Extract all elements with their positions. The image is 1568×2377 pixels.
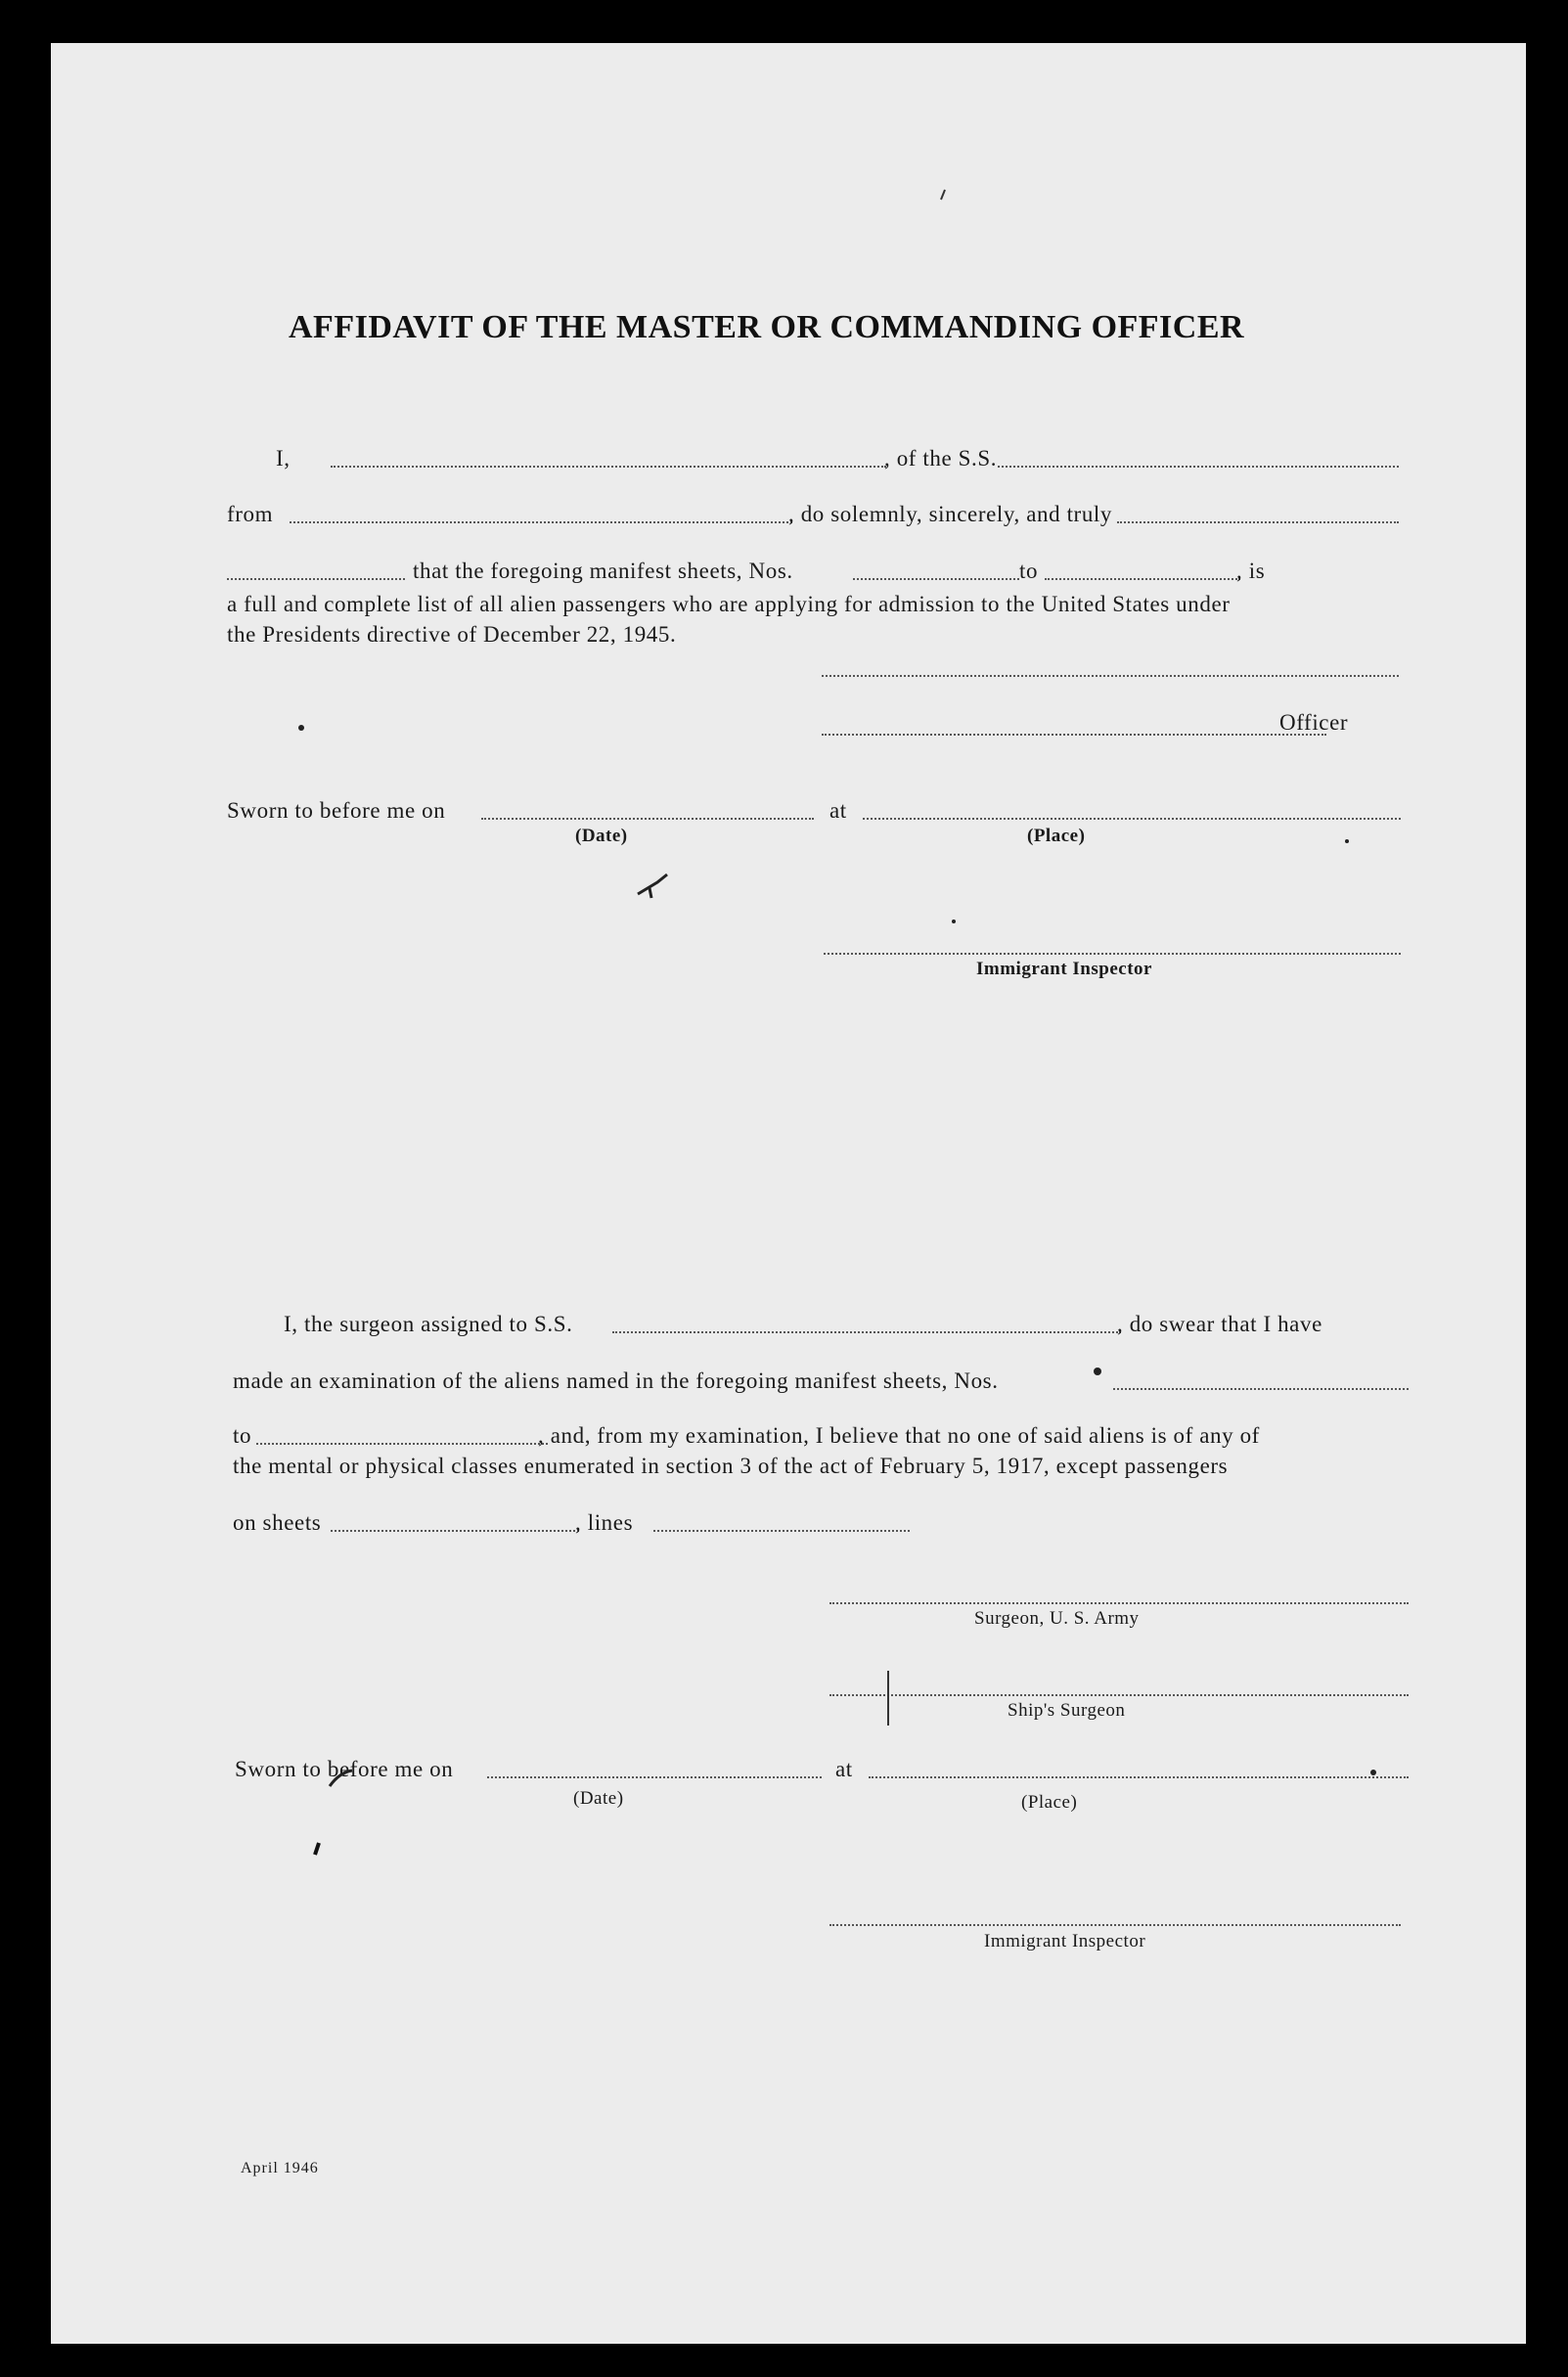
at-text: at xyxy=(829,798,847,823)
i-prefix: I, xyxy=(276,446,291,471)
lines-text: , lines xyxy=(575,1510,634,1535)
speck xyxy=(952,919,956,923)
speck xyxy=(1094,1368,1101,1375)
immigrant-inspector-label: Immigrant Inspector xyxy=(976,959,1152,979)
full-list-text: a full and complete list of all alien passengers who are applying for admission to the United States under xyxy=(227,592,1231,616)
ink-tick xyxy=(941,190,945,200)
on-sheets-text: on sheets xyxy=(233,1510,322,1535)
surgeon-to-text: to xyxy=(233,1423,252,1448)
ink-mark xyxy=(638,875,667,898)
from-text: from xyxy=(227,502,274,526)
classes-text: the mental or physical classes enumerated in section 3 of the act of February 5, 1917, except passengers xyxy=(233,1454,1229,1478)
speck xyxy=(1345,839,1349,843)
examination-belief-text: , and, from my examination, I believe that no one of said aliens is of any of xyxy=(538,1423,1260,1448)
date-label: (Date) xyxy=(575,826,628,846)
form-title: AFFIDAVIT OF THE MASTER OR COMMANDING OFFICER xyxy=(289,309,1245,345)
that-foregoing-text: that the foregoing manifest sheets, Nos. xyxy=(413,559,793,583)
sworn-before-text: Sworn to before me on xyxy=(227,798,446,823)
to-text: to xyxy=(1019,559,1039,583)
surgeon-immigrant-inspector-label: Immigrant Inspector xyxy=(984,1931,1146,1951)
ink-dash xyxy=(315,1843,319,1855)
surgeon-place-label: (Place) xyxy=(1021,1792,1078,1813)
place-label: (Place) xyxy=(1027,826,1086,846)
of-the-ss-text: , of the S.S. xyxy=(884,446,998,471)
scan-marks xyxy=(51,43,1526,2344)
surgeon-at-text: at xyxy=(835,1757,853,1781)
ink-stroke xyxy=(330,1771,352,1786)
form-page xyxy=(51,43,1526,2344)
speck xyxy=(1370,1770,1376,1775)
ships-surgeon-label: Ship's Surgeon xyxy=(1008,1700,1126,1721)
form-date: April 1946 xyxy=(241,2160,319,2176)
examination-text: made an examination of the aliens named in the foregoing manifest sheets, Nos. xyxy=(233,1368,999,1393)
directive-text: the Presidents directive of December 22, 1945. xyxy=(227,622,677,647)
surgeon-date-label: (Date) xyxy=(573,1788,624,1809)
army-surgeon-label: Surgeon, U. S. Army xyxy=(974,1608,1140,1629)
do-solemnly-text: , do solemnly, sincerely, and truly xyxy=(788,502,1113,526)
officer-label: Officer xyxy=(1279,710,1349,735)
is-text: , is xyxy=(1236,559,1266,583)
speck xyxy=(298,725,304,731)
do-swear-text: , do swear that I have xyxy=(1117,1312,1322,1336)
surgeon-sworn-before-text: Sworn to before me on xyxy=(235,1757,454,1781)
surgeon-intro-text: I, the surgeon assigned to S.S. xyxy=(284,1312,573,1336)
